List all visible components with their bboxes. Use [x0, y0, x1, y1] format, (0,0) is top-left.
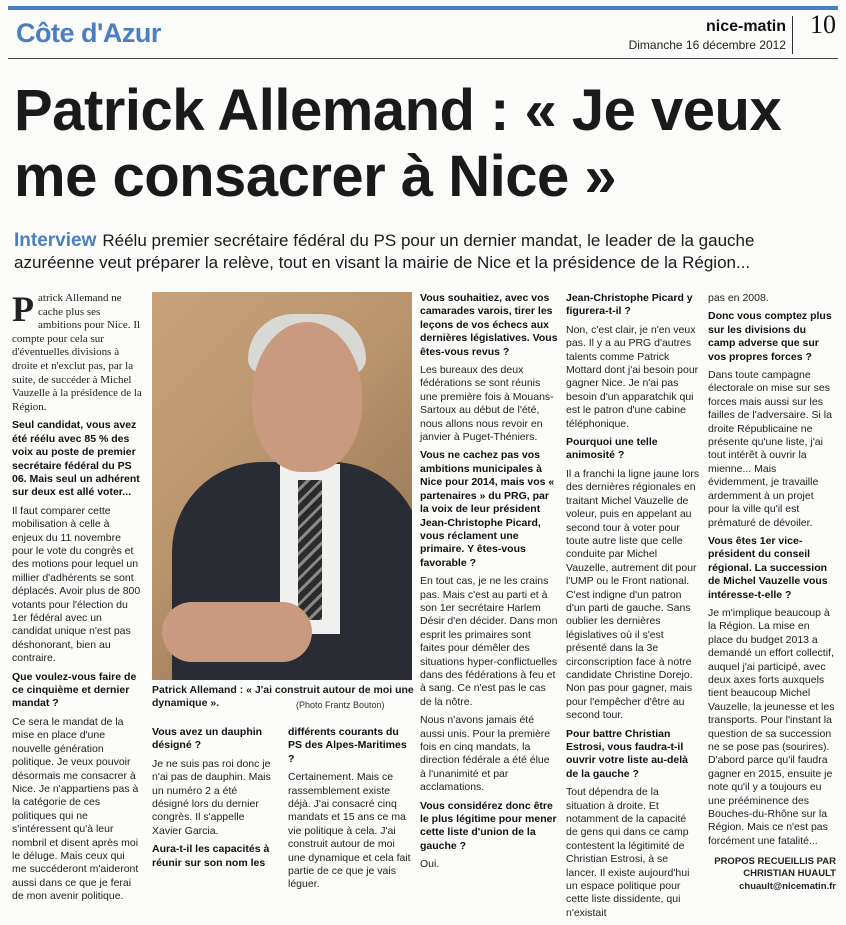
- question: Pour battre Christian Estrosi, vous faudra-t-il ouvrir votre liste au-delà de la gauche ?: [566, 727, 688, 780]
- lede: [12, 289, 142, 414]
- column-5: [708, 292, 836, 894]
- question: Pourquoi une telle animosité ?: [566, 436, 658, 462]
- column-1: [12, 289, 142, 909]
- answer: Oui.: [420, 858, 440, 871]
- photo-credit: (Photo Frantz Bouton): [296, 700, 385, 710]
- answer: Je ne suis pas roi donc je n'ai pas de dauphin. Mais un numéro 2 a été désigné lors du dernier congrès. Il s'appelle Xavier Garcia.: [152, 757, 271, 837]
- answer: Il a franchi la ligne jaune lors des dernières régionales en traitant Michel Vauzelle de voleur, puis en appelant au second tour à voter pour toute autre liste que celle conduite par Michel Vauzelle, autrement dit pour l'UMP ou le Front national. C'est indigne d'un patron d'un parti de gauche. Sans oublier les dernières législatives où il s'est présenté dans la 3e circonscription face à notre candidate Christine Dorejo. Non pas pour gagner, mais pour l'empêcher d'être au second tour.: [566, 467, 700, 722]
- column-2b: [288, 726, 414, 897]
- question: Seul candidat, vous avez été réélu avec 85 % des voix au poste de premier secrétaire fédéral du PS 06. Mais seul un adhérent sur deux est allé voter...: [12, 419, 140, 499]
- answer: pas en 2008.: [708, 292, 769, 304]
- photo-tie: [298, 480, 322, 620]
- question: Aura-t-il les capacités à réunir sur son nom les: [152, 843, 270, 869]
- publication-date: Dimanche 16 décembre 2012: [628, 38, 786, 52]
- headline: Patrick Allemand : « Je veux me consacrer à Nice »: [14, 78, 782, 209]
- newspaper-brand: nice-matin: [705, 18, 786, 35]
- drop-cap: P: [12, 289, 34, 329]
- intro-kicker: Interview: [14, 230, 97, 251]
- header-divider: [792, 16, 793, 54]
- question: Jean-Christophe Picard y figurera-t-il ?: [566, 292, 693, 318]
- intro: [14, 230, 836, 274]
- header-rule: [8, 58, 838, 59]
- answer: Non, c'est clair, je n'en veux pas. Il y a au PRG d'autres talents comme Patrick Mottard dont j'ai besoin pour gagner Nice. Je n'ai pas besoin d'un apparatchik qui est le patron d'une cabine téléphonique.: [566, 323, 699, 430]
- question: Vous ne cachez pas vos ambitions municipales à Nice pour 2014, mais vos « partenaires » du PRG, par la voix de leur président Jean-Christophe Picard, vous réclament une primaire. Y êtes-vous favorable ?: [420, 449, 555, 569]
- answer: Il faut comparer cette mobilisation à celle à enjeux du 11 novembre pour le vote du congrès et des motions pour lequel un millier d'adhérents se sont déplacés. Avoir plus de 800 votants pour l'élection du 1er fédéral avec un candidat unique n'est pas déshonorant, bien au contraire.: [12, 504, 141, 665]
- lede-text: atrick Allemand ne cache plus ses ambitions pour Nice. Il compte pour cela sur d'éventuelles divisions à droite et n'exclut pas, par la suite, de succéder à Michel Vauzelle à la présidence de la Région.: [12, 292, 142, 413]
- header-color-bar: [8, 6, 838, 10]
- answer: Nous n'avons jamais été aussi unis. Pour la première fois en cinq mandats, la direction fédérale a été élue à l'unanimité et par acclamations.: [420, 714, 551, 794]
- answer: Les bureaux des deux fédérations se sont réunis une première fois à Mouans-Sartoux au début de l'été, nous allons nous revoir en janvier à Puget-Théniers.: [420, 364, 554, 444]
- column-3: [420, 292, 558, 877]
- answer: Ce sera le mandat de la mise en place d'une nouvelle génération politique. Je veux pouvoir désormais me consacrer à Nice. Je n'appartiens pas à la catégorie de ces politiques qui ne s'intéressent qu'à leur nombril et disent après moi le déluge. Mais ceux qui me succéderont m'aideront aussi dans ce que je ferai de mon avenir politique.: [12, 715, 139, 903]
- question: Que voulez-vous faire de ce cinquième et dernier mandat ?: [12, 670, 137, 710]
- photo-face: [252, 322, 362, 472]
- author-signature: PROPOS RECUEILLIS PAR CHRISTIAN HUAULT: [714, 856, 836, 880]
- photo-caption: Patrick Allemand : « J'ai construit autour de moi une dynamique ».: [152, 684, 414, 709]
- answer: Dans toute campagne électorale on mise sur ses forces mais aussi sur les failles de l'adversaire. Si la droite Républicaine ne présente qu'une liste, j'ai tout intérêt à ouvrir la mienne... Mais évidemment, je travaille ardemment à un projet pour la ville qu'il est prématuré de dévoiler.: [708, 369, 832, 529]
- question: Vous avez un dauphin désigné ?: [152, 726, 263, 752]
- portrait-photo: [152, 292, 412, 680]
- section-title: Côte d'Azur: [16, 18, 161, 48]
- question: Vous souhaitiez, avec vos camarades varois, tirer les leçons de vos échecs aux dernières législatives. Vous êtes-vous revus ?: [420, 292, 558, 358]
- answer: Tout dépendra de la situation à droite. Et notamment de la capacité de gens qui dans ce camp contestent la légitimité de Christian Estrosi, à se lancer. Il existe aujourd'hui un espace politique pour cette liste dissidente, qui n'existait: [566, 786, 690, 919]
- author-email: chuault@nicematin.fr: [739, 881, 836, 893]
- question: différents courants du PS des Alpes-Maritimes ?: [288, 726, 407, 765]
- question: Vous êtes 1er vice-président du conseil régional. La succession de Michel Vauzelle vous intéresse-t-elle ?: [708, 534, 828, 601]
- question: Donc vous comptez plus sur les divisions du camp adverse que sur vos propres forces ?: [708, 310, 832, 363]
- answer: Je m'implique beaucoup à la Région. La mise en place du budget 2013 a demandé un effort collectif, auquel j'ai participé, avec deux axes forts auxquels tient beaucoup Michel Vauzelle, la jeunesse et les transports. Pour l'instant la question de sa succession ne se pose pas (sourires). D'abord parce qu'il faudra gagner en 2015, ensuite je note qu'il y a toujours eu une prééminence des Bouches-du-Rhône sur la Région. Mais ce n'est pas forcément une fatalité...: [708, 606, 835, 847]
- intro-text: Réélu premier secrétaire fédéral du PS pour un dernier mandat, le leader de la gauche azuréenne veut préparer la relève, tout en visant la mairie de Nice et la présidence de la Région...: [14, 231, 755, 272]
- answer: En tout cas, je ne les crains pas. Mais c'est au parti et à son 1er secrétaire Harlem Désir d'en décider. Dans mon esprit les primaires sont faites pour démêler des situations hyper-conflictuelles dans des fédérations à feu et à sang. Ce n'est pas le cas de la nôtre.: [420, 575, 558, 708]
- column-4: [566, 292, 700, 925]
- photo-hands: [162, 602, 312, 662]
- column-2a: [152, 726, 276, 875]
- question: Vous considérez donc être le plus légitime pour mener cette liste d'union de la gauche ?: [420, 799, 557, 852]
- answer: Certainement. Mais ce rassemblement existe déjà. J'ai consacré cinq mandats et 15 ans ce ma vie politique à cela. J'ai construit autour de moi une dynamique et cela fait partie de ce que je vais léguer.: [288, 771, 411, 891]
- page-number: 10: [810, 10, 836, 39]
